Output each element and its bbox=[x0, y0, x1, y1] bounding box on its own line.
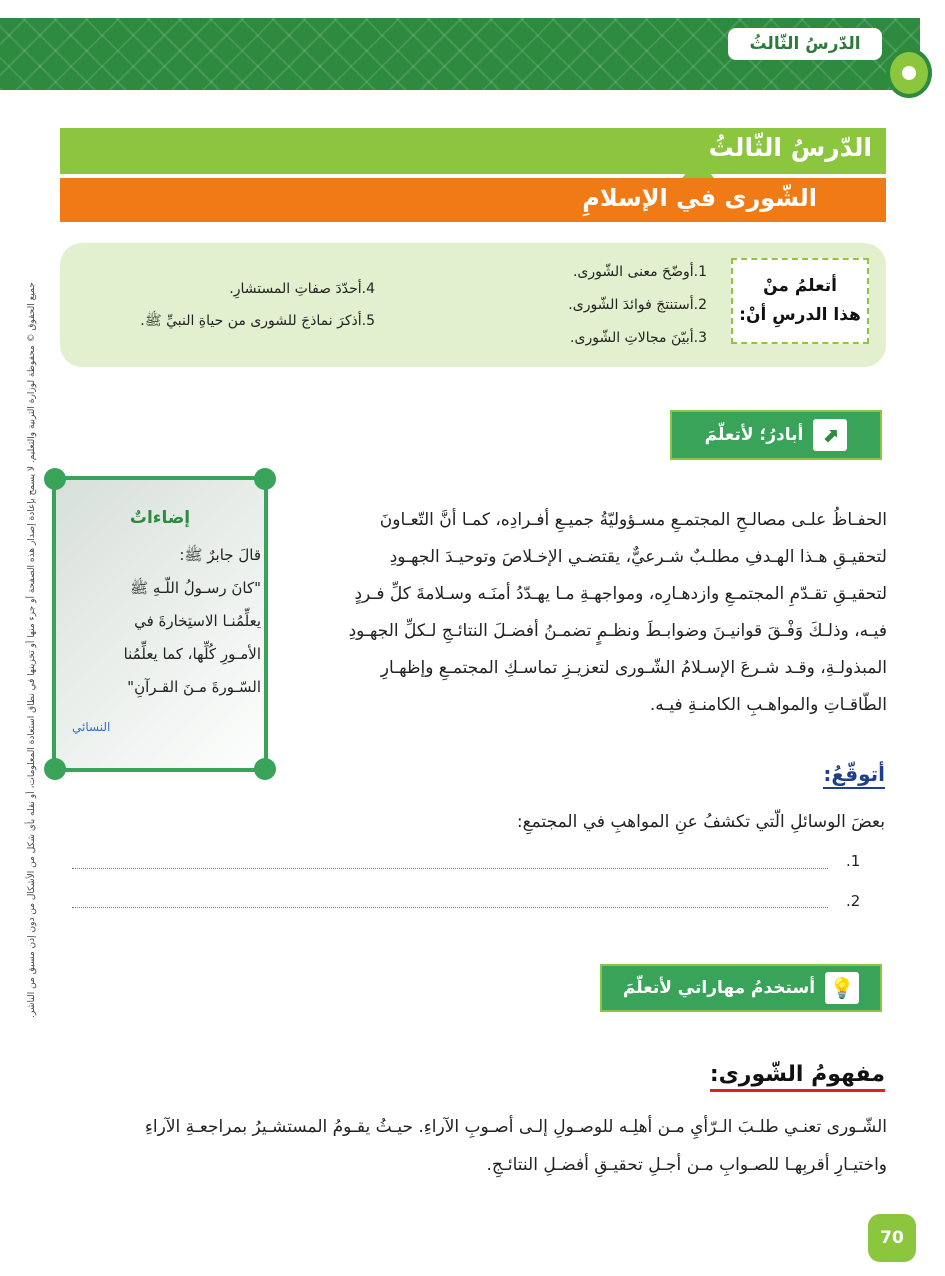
answer-line-2[interactable] bbox=[72, 907, 828, 908]
section-start-header bbox=[670, 410, 882, 460]
lesson-tab: الدّرسُ الثّالثُ bbox=[728, 28, 882, 60]
hadith-line: الأمـورِ كُلِّها، كما يعلِّمُنا bbox=[123, 645, 261, 663]
objectives-label-line2: هذا الدرسِ أنْ: bbox=[739, 305, 861, 325]
section-skills-header bbox=[600, 964, 882, 1012]
concept-line: الشّـورى تعنـي طلـبَ الـرّأيِ مـن أهلِـه للوصـولِ إلـى أصـوبِ الآراءِ. حيـثُ يقـومُ المستشـيرُ بمراجعـةِ الآراءِ bbox=[144, 1117, 887, 1137]
corner-ornament-icon bbox=[44, 758, 66, 780]
illumination-title: إضاءاتٌ bbox=[129, 508, 191, 528]
objective-item: 2.أستنتجَ فوائدَ الشّورى. bbox=[568, 297, 707, 313]
answer-line-1[interactable] bbox=[72, 868, 828, 869]
lightbulb-icon: 💡 bbox=[825, 972, 859, 1004]
banner-dot-decoration bbox=[902, 66, 916, 80]
page-number: 70 bbox=[868, 1214, 916, 1262]
objective-item: 4.أحدّدَ صفاتِ المستشارِ. bbox=[229, 281, 375, 297]
objective-item: 3.أبيّنَ مجالاتِ الشّورى. bbox=[570, 330, 707, 346]
objectives-label-line1: أتعلمُ منْ bbox=[763, 276, 837, 297]
paragraph-line: الطّاقـاتِ والمواهـبِ الكامنـةِ فيـه. bbox=[649, 695, 887, 715]
corner-ornament-icon bbox=[44, 468, 66, 490]
copyright-margin-note bbox=[22, 282, 42, 1018]
copyright-text: جميع الحقوق © محفوظة لوزارة التربية والتعليم. لا يسمح بإعادة إصدار هذه الصفحة أو جزء منها أو تخزينها في نطاق استعادة المعلومات، أو نقله بأي شكل من الأشكال من دون إذن مسبق من الناشر. bbox=[27, 282, 37, 1018]
hadith-line: قالَ جابرٌ ﷺ: bbox=[179, 546, 261, 564]
lesson-topic-title: الشّورى في الإسلامِ bbox=[582, 184, 817, 212]
objective-item: 1.أوضّحَ معنى الشّورى. bbox=[572, 264, 707, 280]
hadith-line: السّـورةَ مـنَ القـرآنِ" bbox=[127, 678, 261, 696]
expect-heading: أتوقّعُ: bbox=[823, 762, 885, 789]
objective-item: 5.أذكرَ نماذجَ للشورى من حياةِ النبيِّ ﷺ. bbox=[140, 313, 375, 329]
paragraph-line: لتحقيـقِ هـذا الهـدفِ مطلـبٌ شـرعيٌّ، يقتضـي الإخـلاصَ وتوحيـدَ الجهـودِ bbox=[389, 547, 887, 567]
paragraph-line: الحفـاظُ علـى مصالـحِ المجتمـعِ مسـؤوليّةُ جميـعِ أفـرادِه، كمـا أنَّ التّعـاونَ bbox=[379, 510, 887, 530]
objectives-label bbox=[731, 258, 869, 344]
section-skills-label: أستخدمُ مهاراتي لأتعلّمَ bbox=[622, 978, 816, 998]
answer-number: .2 bbox=[846, 892, 861, 910]
paragraph-line: المبذولـةِ، وقـد شـرعَ الإسـلامُ الشّـورى لتعزيـزِ تماسـكِ المجتمـعِ وإظهـارِ bbox=[380, 658, 887, 678]
hadith-line: يعلِّمُنـا الاستِخارةَ في bbox=[134, 612, 261, 630]
answer-number: .1 bbox=[846, 852, 861, 870]
corner-ornament-icon bbox=[254, 468, 276, 490]
paragraph-line: فيـه، وذلـكَ وَفْـقَ قوانيـنَ وضوابـطَ ونظـمٍ تضمـنُ أفضـلَ النتائـجِ لـكلِّ الجهـودِ bbox=[348, 621, 887, 641]
paragraph-line: لتحقيـقِ تقـدّمِ المجتمـعِ وازدهـارِه، ومواجهـةِ مـا يهـدّدُ أمنَـه وسـلامةَ كلِّ فـردٍ bbox=[354, 584, 887, 604]
section-start-label: أبادرُ؛ لأتعلّمَ bbox=[704, 425, 804, 445]
hadith-source: النسائي bbox=[72, 720, 111, 734]
hadith-line: "كانَ رسـولُ اللّـهِ ﷺ bbox=[129, 579, 261, 597]
lesson-number-title: الدّرسُ الثّالثُ bbox=[708, 133, 872, 162]
expect-prompt: بعضَ الوسائلِ الّتي تكشفُ عنِ المواهبِ في المجتمعِ: bbox=[516, 812, 885, 832]
corner-ornament-icon bbox=[254, 758, 276, 780]
concept-heading: مفهومُ الشّورى: bbox=[710, 1062, 885, 1092]
concept-line: واختيـارِ أقربِهـا للصـوابِ مـن أجـلِ تحقيـقِ أفضـلِ النتائـجِ. bbox=[486, 1155, 887, 1175]
stairs-person-icon: ⬈ bbox=[813, 419, 847, 451]
